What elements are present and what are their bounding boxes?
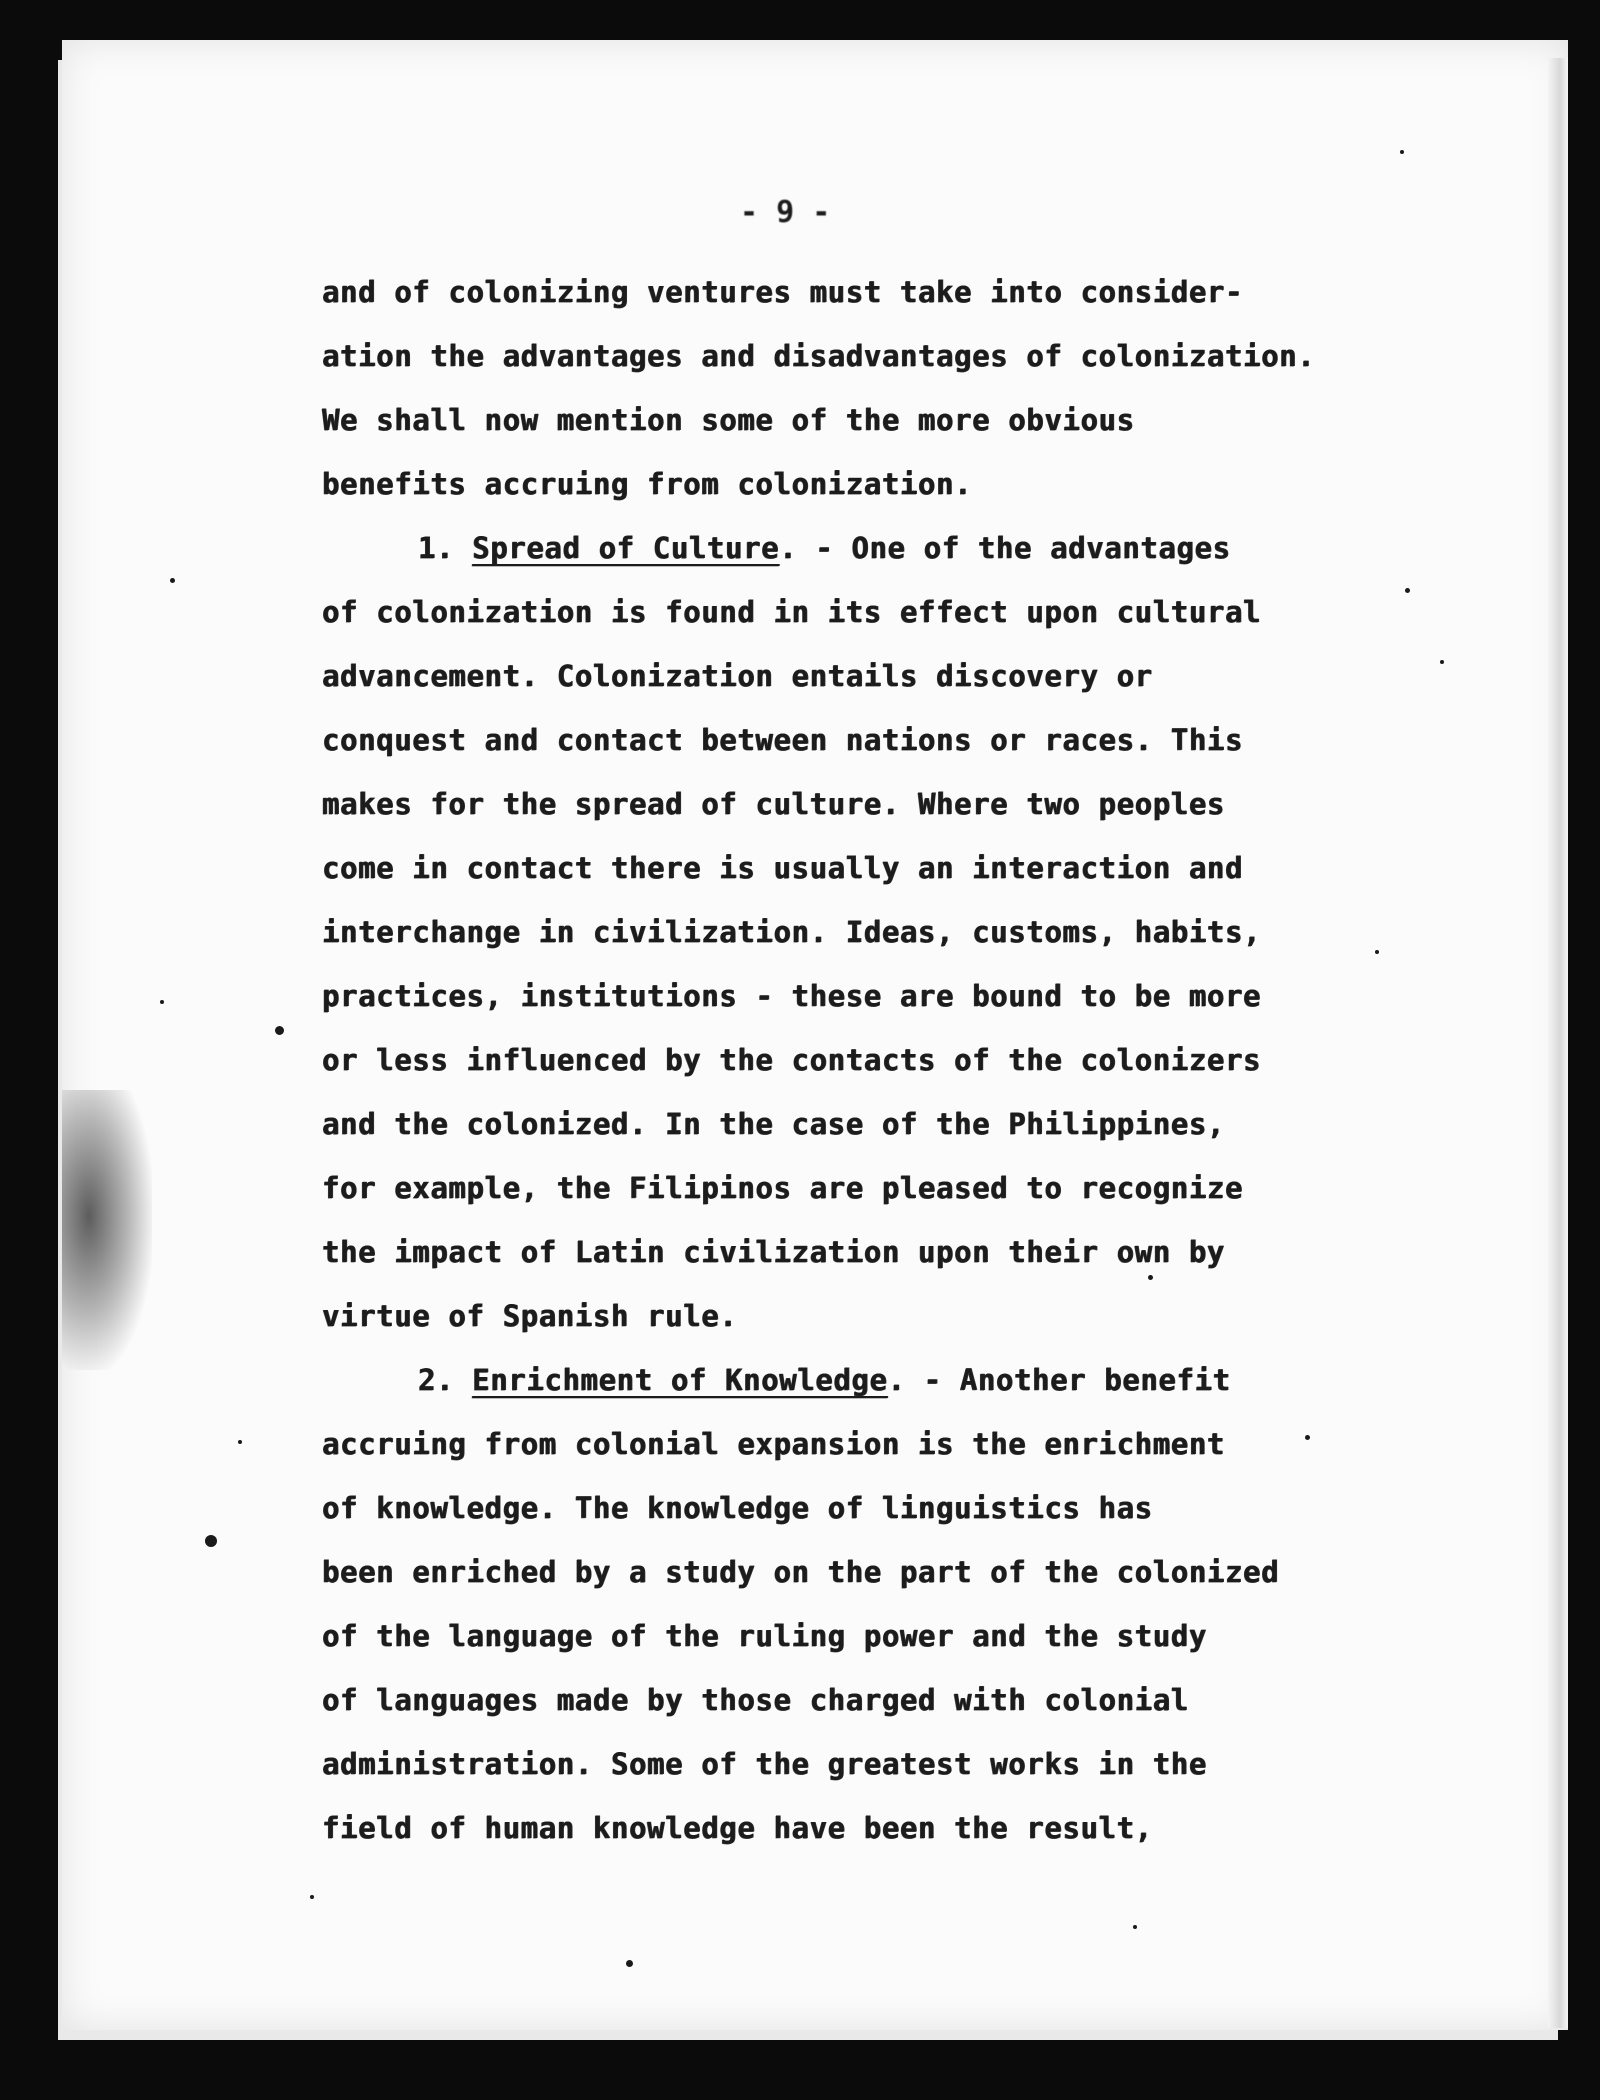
ink-speck: [310, 1895, 314, 1899]
page-number: - 9 -: [740, 195, 831, 230]
section-2-first-line: [322, 1348, 1362, 1412]
ink-speck: [170, 578, 175, 583]
text-line: of languages made by those charged with colonial: [322, 1683, 1189, 1717]
ink-speck: [626, 1960, 633, 1967]
section-intro-text: . - Another benefit: [887, 1363, 1231, 1397]
text-line: makes for the spread of culture. Where two peoples: [322, 787, 1225, 821]
ink-speck: [1133, 1925, 1137, 1929]
text-line: accruing from colonial expansion is the enrichment: [322, 1427, 1225, 1461]
text-line: of colonization is found in its effect upon cultural: [322, 595, 1262, 629]
text-line: We shall now mention some of the more obvious: [322, 403, 1135, 437]
text-line: the impact of Latin civilization upon their own by: [322, 1235, 1225, 1269]
ink-speck: [275, 1026, 284, 1035]
text-line: and of colonizing ventures must take into consider-: [322, 275, 1244, 309]
page-edge: [1548, 58, 1568, 2028]
section-1-first-line: [322, 516, 1362, 580]
text-line: interchange in civilization. Ideas, customs, habits,: [322, 915, 1262, 949]
text-line: practices, institutions - these are bound to be more: [322, 979, 1262, 1013]
ink-speck: [1440, 660, 1444, 664]
text-line: virtue of Spanish rule.: [322, 1299, 738, 1333]
text-line: administration. Some of the greatest works in the: [322, 1747, 1207, 1781]
text-line: been enriched by a study on the part of the colonized: [322, 1555, 1280, 1589]
text-line: advancement. Colonization entails discovery or: [322, 659, 1153, 693]
text-line: come in contact there is usually an interaction and: [322, 851, 1244, 885]
text-line: of the language of the ruling power and the study: [322, 1619, 1207, 1653]
text-line: and the colonized. In the case of the Philippines,: [322, 1107, 1225, 1141]
section-heading-enrichment-of-knowledge: Enrichment of Knowledge: [472, 1363, 888, 1397]
text-line: field of human knowledge have been the result,: [322, 1811, 1153, 1845]
ink-smudge: [62, 1090, 152, 1370]
ink-speck: [238, 1440, 242, 1444]
ink-speck: [1400, 150, 1404, 154]
text-line: or less influenced by the contacts of the colonizers: [322, 1043, 1262, 1077]
text-line: conquest and contact between nations or races. This: [322, 723, 1244, 757]
ink-speck: [160, 1000, 164, 1004]
text-line: of knowledge. The knowledge of linguistics has: [322, 1491, 1153, 1525]
text-line: for example, the Filipinos are pleased to recognize: [322, 1171, 1244, 1205]
text-line: benefits accruing from colonization.: [322, 467, 973, 501]
ink-speck: [1375, 950, 1379, 954]
section-intro-text: . - One of the advantages: [779, 531, 1231, 565]
body-text: [322, 260, 1362, 1860]
section-number: 1.: [418, 531, 455, 565]
section-heading-spread-of-culture: Spread of Culture: [472, 531, 780, 565]
text-line: ation the advantages and disadvantages of colonization.: [322, 339, 1316, 373]
ink-speck: [1405, 588, 1410, 593]
ink-speck: [205, 1535, 217, 1547]
section-number: 2.: [418, 1363, 455, 1397]
